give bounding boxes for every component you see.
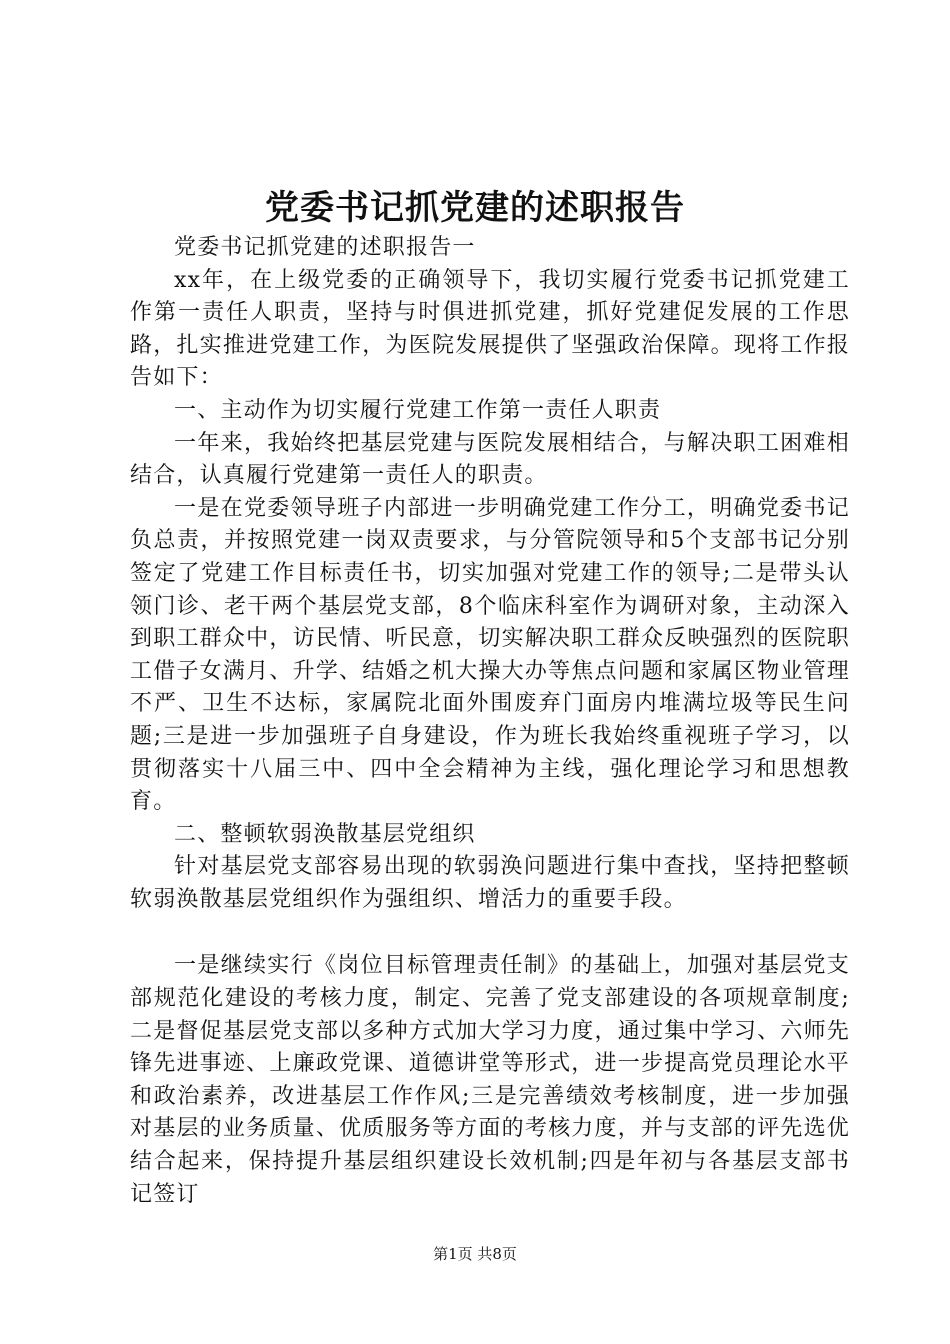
body-paragraph: 一年来，我始终把基层党建与医院发展相结合，与解决职工困难相结合，认真履行党建第一责任人的职责。	[130, 430, 850, 489]
subtitle-paragraph: 党委书记抓党建的述职报告一	[174, 235, 476, 260]
document-body	[130, 232, 850, 1211]
document-title: 党委书记抓党建的述职报告	[265, 188, 685, 228]
section-heading-2: 二、整顿软弱涣散基层党组织	[174, 821, 476, 847]
intro-paragraph: xx年，在上级党委的正确领导下，我切实履行党委书记抓党建工作第一责任人职责，坚持与时俱进抓党建，抓好党建促发展的工作思路，扎实推进党建工作，为医院发展提供了坚强政治保障。现将工作报告如下：	[130, 267, 850, 391]
section-heading-1: 一、主动作为切实履行党建工作第一责任人职责	[174, 397, 662, 423]
page-footer: 第1页 共8页	[433, 1245, 517, 1263]
body-paragraph: 一是在党委领导班子内部进一步明确党建工作分工，明确党委书记负总责，并按照党建一岗双责要求，与分管院领导和5个支部书记分别签定了党建工作目标责任书，切实加强对党建工作的领导;二是带头认领门诊、老干两个基层党支部，8个临床科室作为调研对象，主动深入到职工群众中，访民情、听民意，切实解决职工群众反映强烈的医院职工借子女满月、升学、结婚之机大操大办等焦点问题和家属区物业管理不严、卫生不达标，家属院北面外围废弃门面房内堆满垃圾等民生问题;三是进一步加强班子自身建设，作为班长我始终重视班子学习，以贯彻落实十八届三中、四中全会精神为主线，强化理论学习和思想教育。	[130, 495, 850, 815]
body-paragraph: 一是继续实行《岗位目标管理责任制》的基础上，加强对基层党支部规范化建设的考核力度，制定、完善了党支部建设的各项规章制度;二是督促基层党支部以多种方式加大学习力度，通过集中学习、六师先锋先进事迹、上廉政党课、道德讲堂等形式，进一步提高党员理论水平和政治素养，改进基层工作作风;三是完善绩效考核制度，进一步加强对基层的业务质量、优质服务等方面的考核力度，并与支部的评先选优结合起来，保持提升基层组织建设长效机制;四是年初与各基层支部书记签订	[130, 953, 850, 1207]
body-paragraph: 针对基层党支部容易出现的软弱涣问题进行集中查找，坚持把整顿软弱涣散基层党组织作为强组织、增活力的重要手段。	[130, 854, 850, 912]
